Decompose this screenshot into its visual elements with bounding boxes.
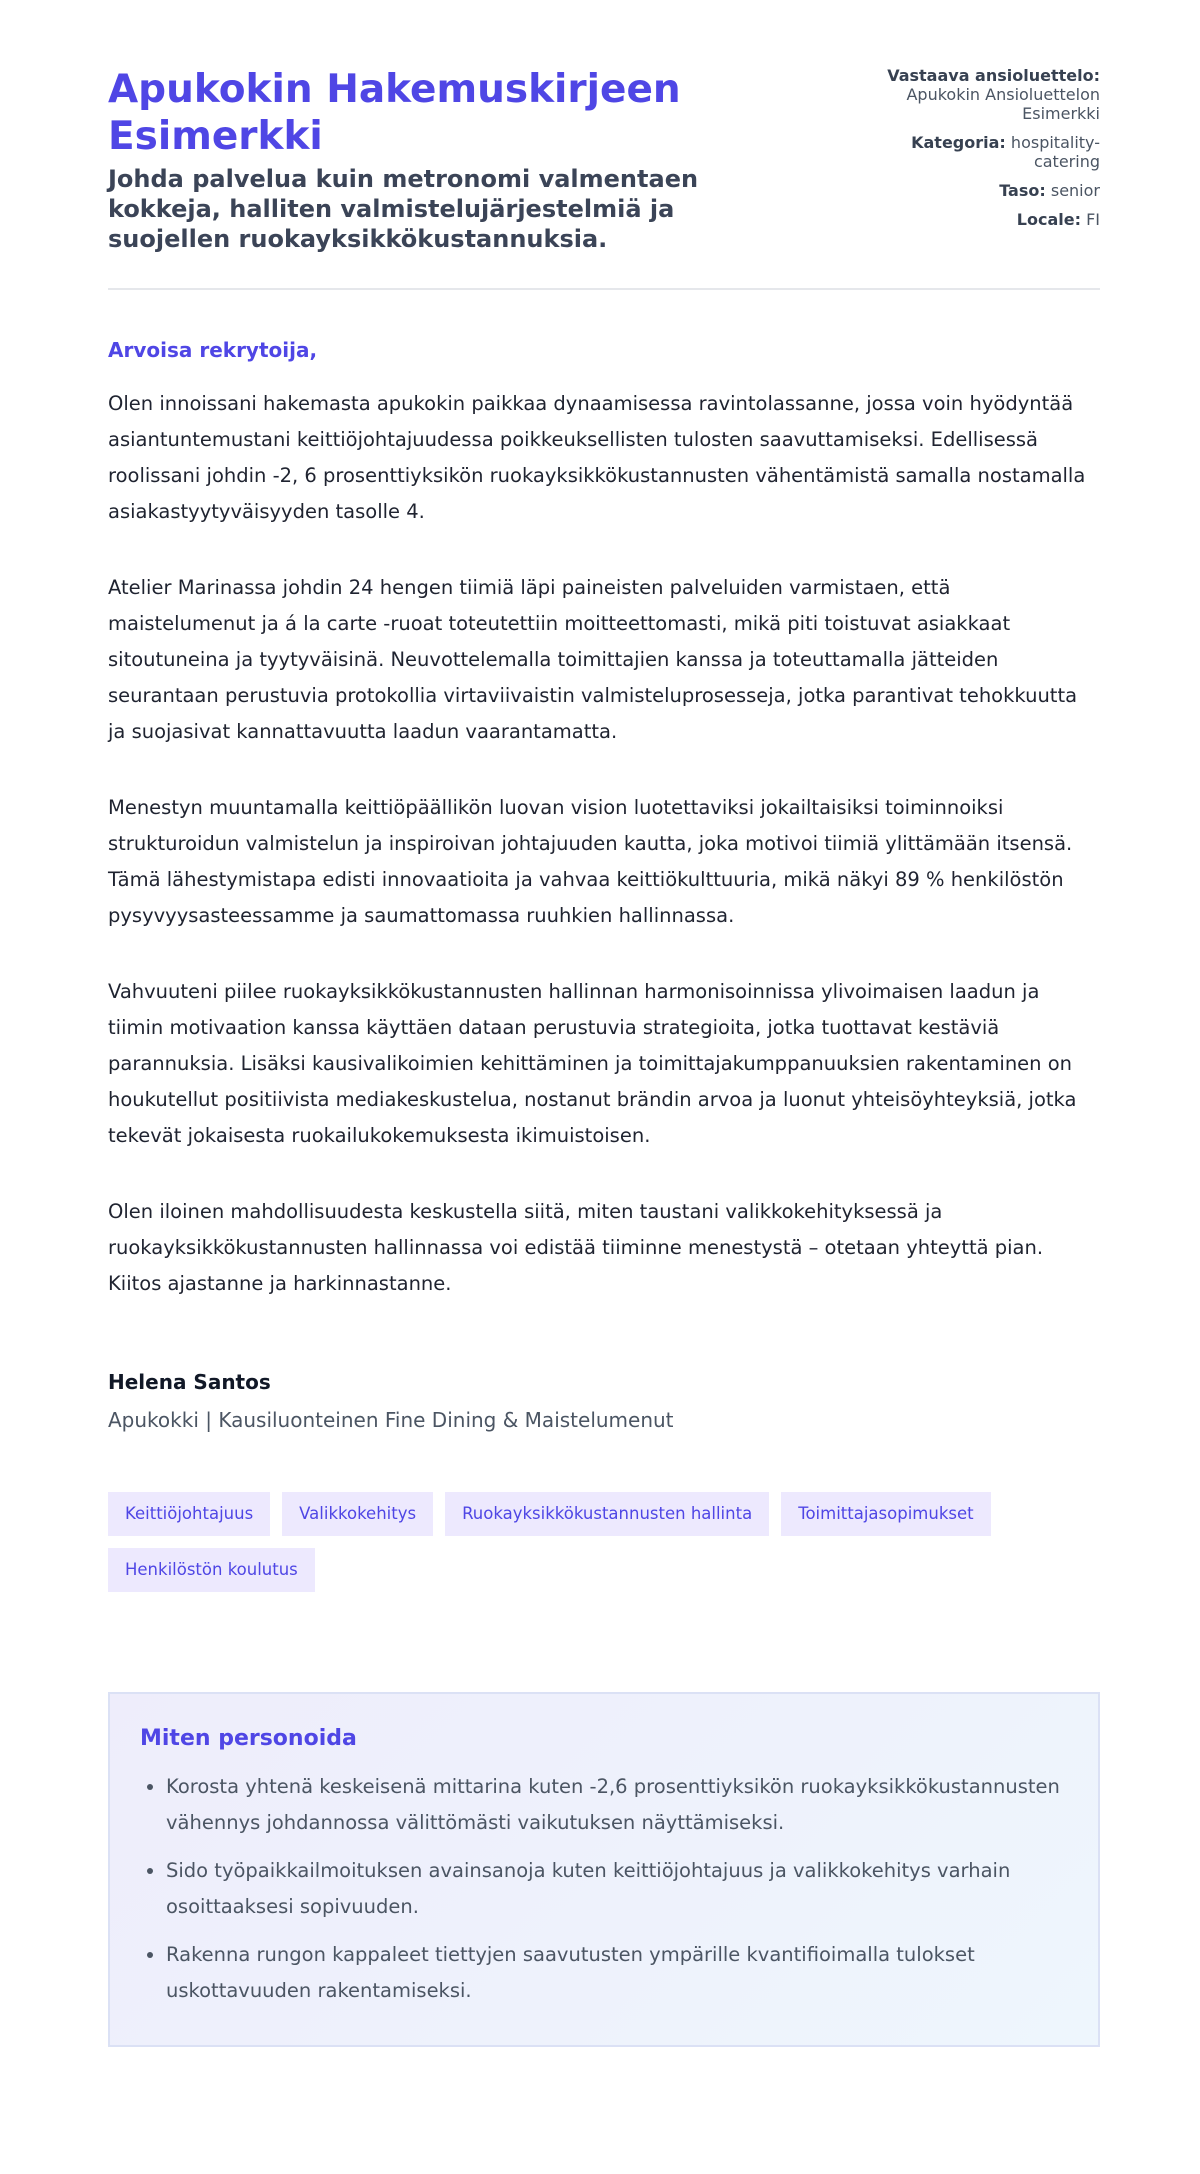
meta-info (850, 66, 1100, 239)
tip-item: • Korosta yhtenä keskeisenä mittarina kuten -2,6 prosenttiyksikön ruokayksikkökustannusten vähennys johdannossa välittömästi vaikutuksen näyttämiseksi. (166, 1769, 1068, 1841)
tip-item: • Rakenna rungon kappaleet tiettyjen saavutusten ympärille kvantifioimalla tulokset uskottavuuden rakentamiseksi. (166, 1937, 1068, 2009)
skill-tag: Henkilöstön koulutus (108, 1548, 315, 1592)
meta-category: Kategoria: hospitality-catering (911, 133, 1100, 171)
page-header (108, 66, 1100, 290)
letter-paragraph: Atelier Marinassa johdin 24 hengen tiimiä läpi paineisten palveluiden varmistaen, että maistelumenut ja á la carte -ruoat toteutettiin moitteettomasti, mikä piti toistuvat asiakkaat sitoutuneina ja tyytyväisinä. Neuvottelemalla toimittajien kanssa ja toteuttamalla jätteiden seurantaan perustuvia protokollia virtaviivaistin valmisteluprosesseja, jotka parantivat tehokkuutta ja suojasivat kannattavuutta laadun vaarantamatta. (108, 576, 1078, 743)
letter-paragraph: Olen iloinen mahdollisuudesta keskustella siitä, miten taustani valikkokehityksessä ja ruokayksikkökustannusten hallinnassa voi edistää tiiminne menestystä – otetaan yhteyttä pian. Kiitos ajastanne ja harkinnastanne. (108, 1200, 1044, 1295)
letter-greeting: Arvoisa rekrytoija, (108, 338, 318, 362)
letter-paragraph: Vahvuuteni piilee ruokayksikkökustannusten hallinnan harmonisoinnissa ylivoimaisen laadun ja tiimin motivaation kanssa käyttäen dataan perustuvia strategioita, jotka tuottavat kestäviä parannuksia. Lisäksi kausivalikoimien kehittäminen ja toimittajakumppanuuksien rakentaminen on houkutellut positiivista mediakeskustelua, nostanut brändin arvoa ja luonut yhteisöyhteyksiä, jotka tekevät jokaisesta ruokailukokemuksesta ikimuistoisen. (108, 980, 1077, 1147)
skill-tag: Keittiöjohtajuus (108, 1492, 270, 1536)
meta-related-resume: Vastaava ansioluettelo: Apukokin Ansioluettelon Esimerkki (887, 66, 1100, 123)
meta-level: Taso: senior (999, 181, 1100, 200)
letter-paragraph: Olen innoissani hakemasta apukokin paikkaa dynaamisessa ravintolassanne, jossa voin hyödyntää asiantuntemustani keittiöjohtajuudessa poikkeuksellisten tulosten saavuttamiseksi. Edellisessä roolissani johdin -2, 6 prosenttiyksikön ruokayksikkökustannusten vähentämistä samalla nostamalla asiakastyytyväisyyden tasolle 4. (108, 392, 1086, 523)
signature-role: Apukokki | Kausiluonteinen Fine Dining & Maistelumenut (108, 1408, 674, 1432)
skill-tag: Valikkokehitys (282, 1492, 433, 1536)
skill-tag: Ruokayksikkökustannusten hallinta (445, 1492, 769, 1536)
skill-tag: Toimittajasopimukset (781, 1492, 990, 1536)
signature-name: Helena Santos (108, 1370, 271, 1394)
tips-list (140, 1769, 1068, 2009)
tips-title: Miten personoida (140, 1726, 357, 1751)
page-title: Apukokin Hakemuskirjeen Esimerkki (108, 67, 681, 159)
skill-tags (108, 1492, 1068, 1592)
tip-item: • Sido työpaikkailmoituksen avainsanoja kuten keittiöjohtajuus ja valikkokehitys varhain osoittaaksesi sopivuuden. (166, 1853, 1068, 1925)
related-resume-link[interactable]: Apukokin Ansioluettelon Esimerkki (906, 85, 1100, 123)
letter-paragraph: Menestyn muuntamalla keittiöpäällikön luovan vision luotettaviksi jokailtaisiksi toiminnoiksi strukturoidun valmistelun ja inspiroivan johtajuuden kautta, joka motivoi tiimiä ylittämään itsensä. Tämä lähestymistapa edisti innovaatioita ja vahvaa keittiökulttuuria, mikä näkyi 89 % henkilöstön pysyvyysasteessamme ja saumattomassa ruuhkien hallinnassa. (108, 796, 1073, 927)
meta-locale: Locale: FI (1016, 210, 1100, 229)
page-subtitle: Johda palvelua kuin metronomi valmentaen kokkeja, halliten valmistelujärjestelmiä ja suojellen ruokayksikkökustannuksia. (108, 165, 699, 253)
personalization-tips (108, 1692, 1100, 2047)
